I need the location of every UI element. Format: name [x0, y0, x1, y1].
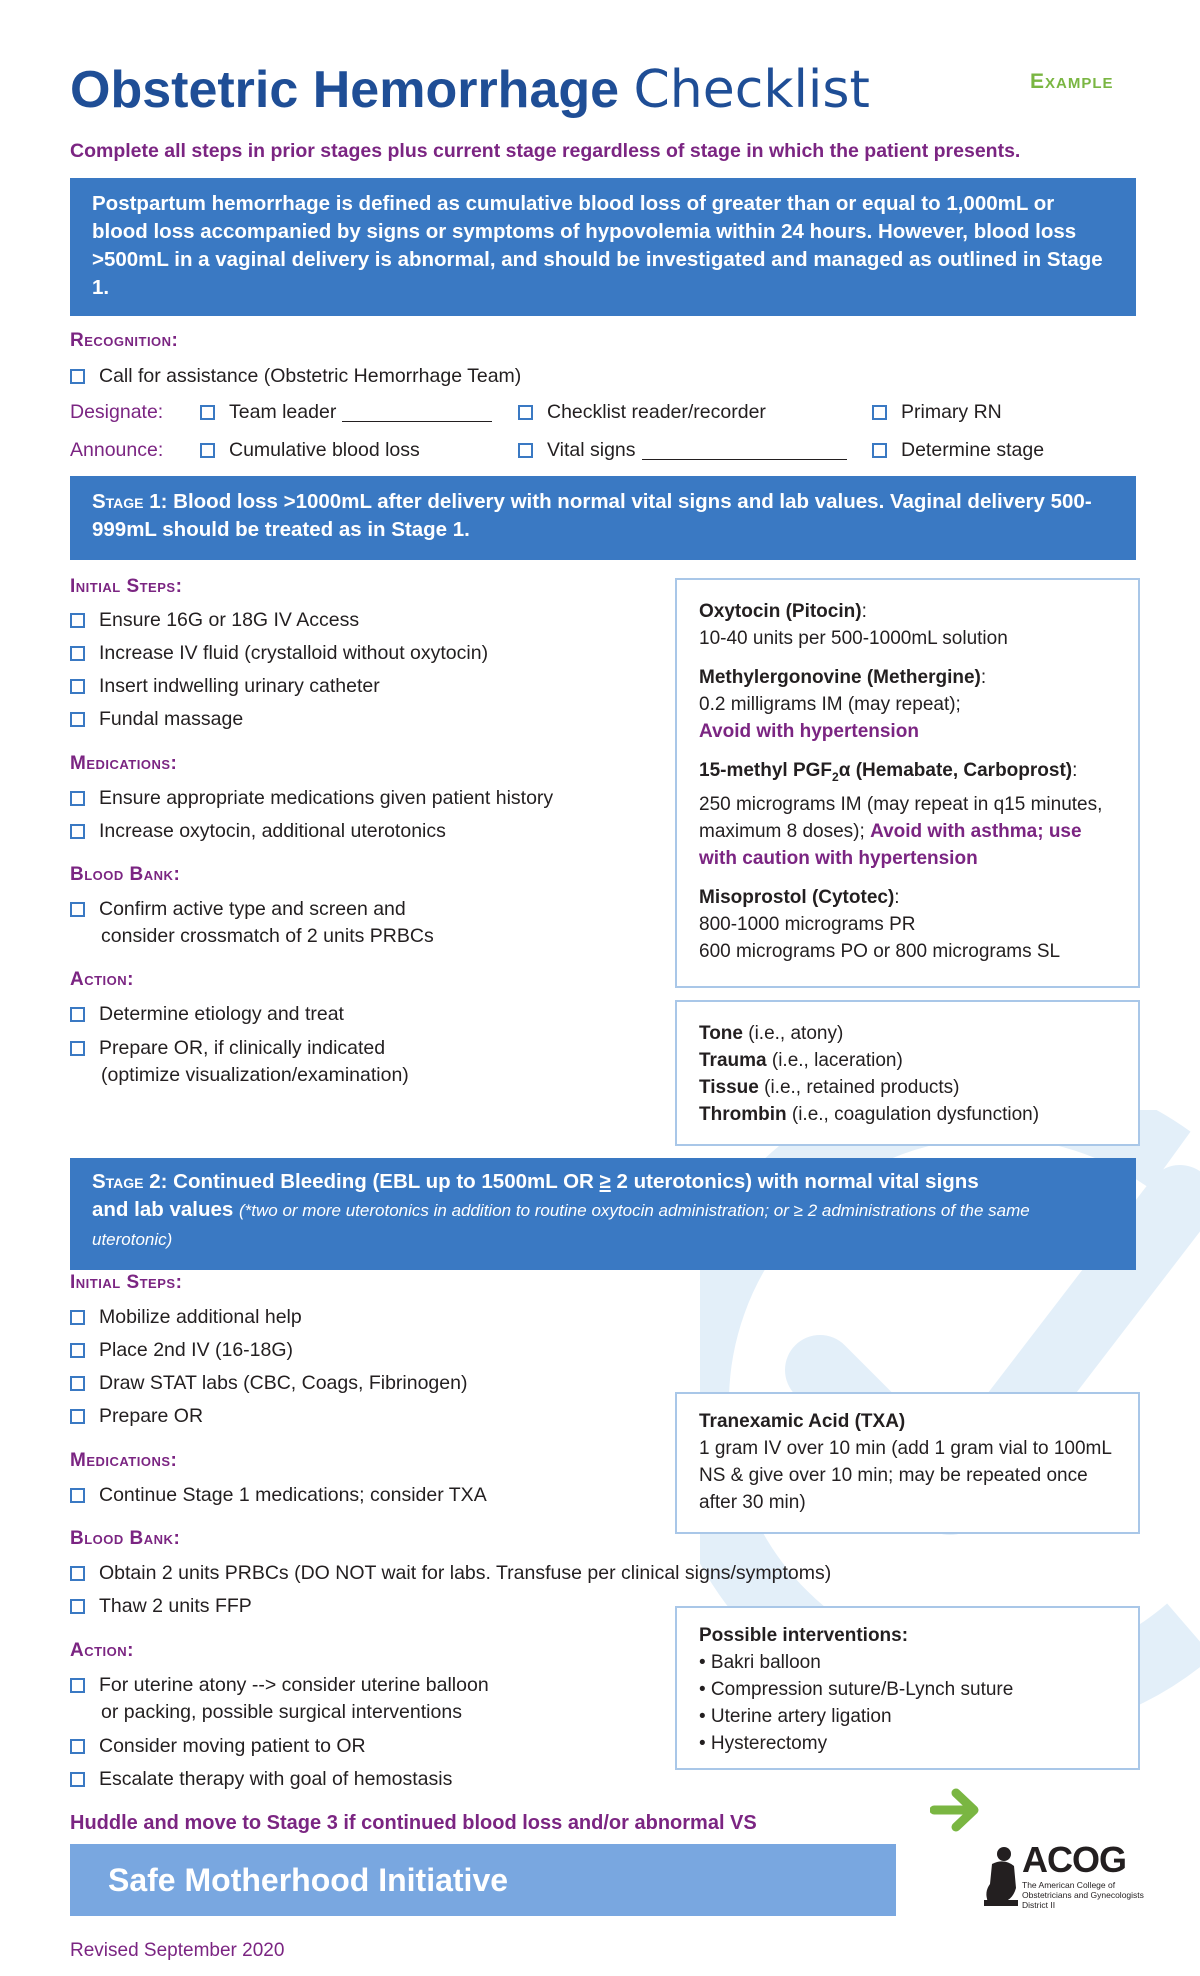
- definition-text: Postpartum hemorrhage is defined as cumulative blood loss of greater than or equal to 1,000mL or blood loss accompanied by signs or symptoms of hypovolemia within 24 hours. However, blood loss >500mL in a vaginal delivery is abnormal, and should be investigated and managed as outlined in Stage 1.: [92, 192, 1103, 299]
- drug-name-part: 15-methyl PGF: [699, 760, 833, 781]
- checkbox[interactable]: [200, 405, 215, 420]
- stage1-action-heading: Action:: [70, 969, 134, 990]
- checkbox[interactable]: [70, 1409, 85, 1424]
- stage2-bank-heading: Blood Bank:: [70, 1528, 181, 1549]
- drug-name: Methylergonovine (Methergine): [699, 667, 981, 688]
- checklist-item: Escalate therapy with goal of hemostasis: [70, 1766, 452, 1793]
- drug-warning: Avoid with asthma; use with caution with hypertension: [699, 820, 1082, 869]
- stage1-med-heading: Medications:: [70, 753, 178, 774]
- drug-dose: 1 gram IV over 10 min (add 1 gram vial to 100mL NS & give over 10 min; may be repeated once after 30 min): [699, 1438, 1112, 1513]
- checkbox[interactable]: [70, 1678, 85, 1693]
- checklist-item: Consider moving patient to OR: [70, 1733, 366, 1760]
- checkbox[interactable]: [70, 369, 85, 384]
- title-regular: Checklist: [633, 60, 870, 120]
- checkbox[interactable]: [70, 824, 85, 839]
- acog-subtitle-line: Obstetricians and Gynecologists: [1022, 1890, 1144, 1900]
- checkbox[interactable]: [518, 405, 533, 420]
- fill-in-line[interactable]: [342, 421, 492, 422]
- txa-panel: [675, 1392, 1140, 1534]
- intervention-item: • Hysterectomy: [699, 1733, 828, 1754]
- checkbox[interactable]: [70, 1007, 85, 1022]
- definition-box: [70, 178, 1136, 316]
- checkbox[interactable]: [70, 646, 85, 661]
- stage2-med-heading: Medications:: [70, 1450, 178, 1471]
- safe-motherhood-banner: Safe Motherhood Initiative: [70, 1844, 896, 1916]
- stage1-text: Blood loss >1000mL after delivery with normal vital signs and lab values. Vaginal delivery 500-999mL should be treated as in Stage 1.: [92, 490, 1092, 541]
- drug-dose: 10-40 units per 500-1000mL solution: [699, 628, 1008, 649]
- checklist-item: Determine stage: [872, 437, 1044, 464]
- stage2-text: Continued Bleeding (EBL up to 1500mL OR: [173, 1170, 594, 1193]
- checklist-item: Increase IV fluid (crystalloid without oxytocin): [70, 640, 488, 667]
- intervention-item: • Bakri balloon: [699, 1652, 821, 1673]
- four-t-item: [699, 1047, 1116, 1074]
- checklist-item: Obtain 2 units PRBCs (DO NOT wait for labs. Transfuse per clinical signs/symptoms): [70, 1560, 831, 1587]
- stage1-label: Stage 1:: [92, 490, 168, 513]
- checkbox[interactable]: [200, 443, 215, 458]
- revised-date: Revised September 2020: [70, 1940, 285, 1961]
- checklist-item: Determine etiology and treat: [70, 1001, 344, 1028]
- checkbox[interactable]: [70, 679, 85, 694]
- checkbox[interactable]: [70, 902, 85, 917]
- four-t-desc: (i.e., coagulation dysfunction): [786, 1104, 1040, 1125]
- checklist-item: Thaw 2 units FFP: [70, 1593, 252, 1620]
- interventions-heading: Possible interventions:: [699, 1625, 909, 1646]
- four-t-desc: (i.e., retained products): [758, 1077, 960, 1098]
- checklist-item: Primary RN: [872, 399, 1002, 426]
- interventions-panel: [675, 1606, 1140, 1770]
- drug-dose: 600 micrograms PO or 800 micrograms SL: [699, 940, 1061, 962]
- checkbox[interactable]: [70, 712, 85, 727]
- stage2-text: and lab values: [92, 1198, 234, 1221]
- checkbox[interactable]: [70, 613, 85, 628]
- checklist-item: Insert indwelling urinary catheter: [70, 673, 380, 700]
- checklist-item: Checklist reader/recorder: [518, 399, 766, 426]
- checklist-item-continued: (optimize visualization/examination): [101, 1064, 409, 1086]
- acog-subtitle: [1022, 1880, 1144, 1910]
- intervention-item: • Compression suture/B-Lynch suture: [699, 1679, 1014, 1700]
- stage2-banner: [70, 1158, 1136, 1270]
- drug-name: Misoprostol (Cytotec): [699, 886, 895, 908]
- title-bold: Obstetric Hemorrhage: [70, 61, 620, 119]
- checklist-item-continued: consider crossmatch of 2 units PRBCs: [101, 925, 434, 947]
- checklist-item-continued: or packing, possible surgical interventions: [101, 1701, 462, 1723]
- four-t-term: Thrombin: [699, 1104, 787, 1125]
- drug-name: Oxytocin (Pitocin): [699, 601, 862, 622]
- drug-name: Tranexamic Acid (TXA): [699, 1411, 906, 1432]
- drug-dose: 250 micrograms IM (may repeat in q15 minutes, maximum 8 doses);: [699, 793, 1103, 842]
- checklist-item: Fundal massage: [70, 706, 243, 733]
- checklist-item: Ensure 16G or 18G IV Access: [70, 607, 359, 634]
- arrow-right-icon: [930, 1785, 986, 1835]
- checklist-item: Mobilize additional help: [70, 1304, 302, 1331]
- four-ts-panel: [675, 1000, 1140, 1146]
- acog-subtitle-line: District II: [1022, 1900, 1056, 1910]
- checklist-item: Continue Stage 1 medications; consider TXA: [70, 1482, 487, 1509]
- page-title: [70, 60, 870, 120]
- drug-warning: Avoid with hypertension: [699, 721, 919, 742]
- stage2-note: (*two or more uterotonics in addition to routine oxytocin administration; or ≥ 2 administrations of the same uterotonic): [92, 1201, 1030, 1249]
- checklist-item: Place 2nd IV (16-18G): [70, 1337, 293, 1364]
- checkbox[interactable]: [70, 1739, 85, 1754]
- drug-dose: 800-1000 micrograms PR: [699, 913, 916, 935]
- checklist-item: Cumulative blood loss: [200, 437, 420, 464]
- checklist-item: Increase oxytocin, additional uterotonics: [70, 818, 446, 845]
- checkbox[interactable]: [70, 1599, 85, 1614]
- designate-label: Designate:: [70, 401, 164, 423]
- acog-figure-icon: [982, 1844, 1020, 1906]
- four-t-item: [699, 1101, 1116, 1128]
- checklist-item: Ensure appropriate medications given patient history: [70, 785, 553, 812]
- checkbox[interactable]: [70, 1310, 85, 1325]
- huddle-text: Huddle and move to Stage 3 if continued blood loss and/or abnormal VS: [70, 1812, 757, 1834]
- checkbox[interactable]: [872, 443, 887, 458]
- checklist-item: Prepare OR: [70, 1403, 203, 1430]
- stage1-bank-heading: Blood Bank:: [70, 864, 181, 885]
- checklist-item: Confirm active type and screen and: [70, 896, 406, 923]
- four-t-term: Tone: [699, 1023, 743, 1044]
- checkbox[interactable]: [70, 1772, 85, 1787]
- stage1-initial-heading: Initial Steps:: [70, 576, 183, 597]
- four-t-desc: (i.e., laceration): [766, 1050, 903, 1071]
- four-t-term: Trauma: [699, 1050, 767, 1071]
- instructions: Complete all steps in prior stages plus current stage regardless of stage in which the patient presents.: [70, 140, 1021, 162]
- checkbox[interactable]: [70, 1488, 85, 1503]
- checkbox[interactable]: [518, 443, 533, 458]
- checklist-item: For uterine atony --> consider uterine balloon: [70, 1672, 489, 1699]
- acog-subtitle-line: The American College of: [1022, 1880, 1116, 1890]
- checkbox[interactable]: [872, 405, 887, 420]
- checkbox[interactable]: [70, 791, 85, 806]
- checkbox[interactable]: [70, 1041, 85, 1056]
- stage1-medications-panel: Oxytocin (Pitocin): 10-40 units per 500-1000mL solution Methylergonovine (Methergine): 0.2 milligrams IM (may repeat); Avoid with hypertension 15-methyl $PGF_2\alpha$ (Hemabate, Carboprost): 250 micrograms IM (may repeat in q15 minutes, maximum 8 doses); Avoid with asthma; use with caution with hypertension Misoprostol (Cytotec): 800-1000 micrograms PR 600 micrograms PO or 800 micrograms SL: [675, 578, 1140, 988]
- stage2-ge: ≥: [599, 1170, 611, 1193]
- fill-in-line[interactable]: [642, 459, 847, 460]
- checklist-item: Draw STAT labs (CBC, Coags, Fibrinogen): [70, 1370, 467, 1397]
- drug-name: [699, 760, 1073, 784]
- four-t-item: [699, 1074, 1116, 1101]
- example-label: Example: [1030, 70, 1114, 93]
- announce-label: Announce:: [70, 439, 164, 461]
- recognition-heading: Recognition:: [70, 330, 179, 351]
- checklist-item: Call for assistance (Obstetric Hemorrhage Team): [70, 363, 521, 390]
- four-t-item: [699, 1020, 1116, 1047]
- stage2-action-heading: Action:: [70, 1640, 134, 1661]
- stage2-initial-heading: Initial Steps:: [70, 1272, 183, 1293]
- checklist-item: Vital signs: [518, 437, 847, 464]
- drug-dose: 0.2 milligrams IM (may repeat);: [699, 694, 961, 715]
- acog-logo: [982, 1840, 1152, 1920]
- stage2-text: 2 uterotonics) with normal vital signs: [616, 1170, 979, 1193]
- four-t-term: Tissue: [699, 1077, 759, 1098]
- checklist-item: Team leader: [200, 399, 492, 426]
- checkbox[interactable]: [70, 1376, 85, 1391]
- intervention-item: • Uterine artery ligation: [699, 1706, 892, 1727]
- four-t-desc: (i.e., atony): [742, 1023, 844, 1044]
- drug-subscript: 2: [832, 769, 839, 784]
- checkbox[interactable]: [70, 1343, 85, 1358]
- acog-wordmark: ACOG: [1022, 1839, 1126, 1880]
- stage2-label: Stage 2:: [92, 1170, 168, 1193]
- stage1-banner: [70, 476, 1136, 560]
- checkbox[interactable]: [70, 1566, 85, 1581]
- drug-name-part: α (Hemabate, Carboprost): [838, 760, 1073, 781]
- checklist-item: Prepare OR, if clinically indicated: [70, 1035, 385, 1062]
